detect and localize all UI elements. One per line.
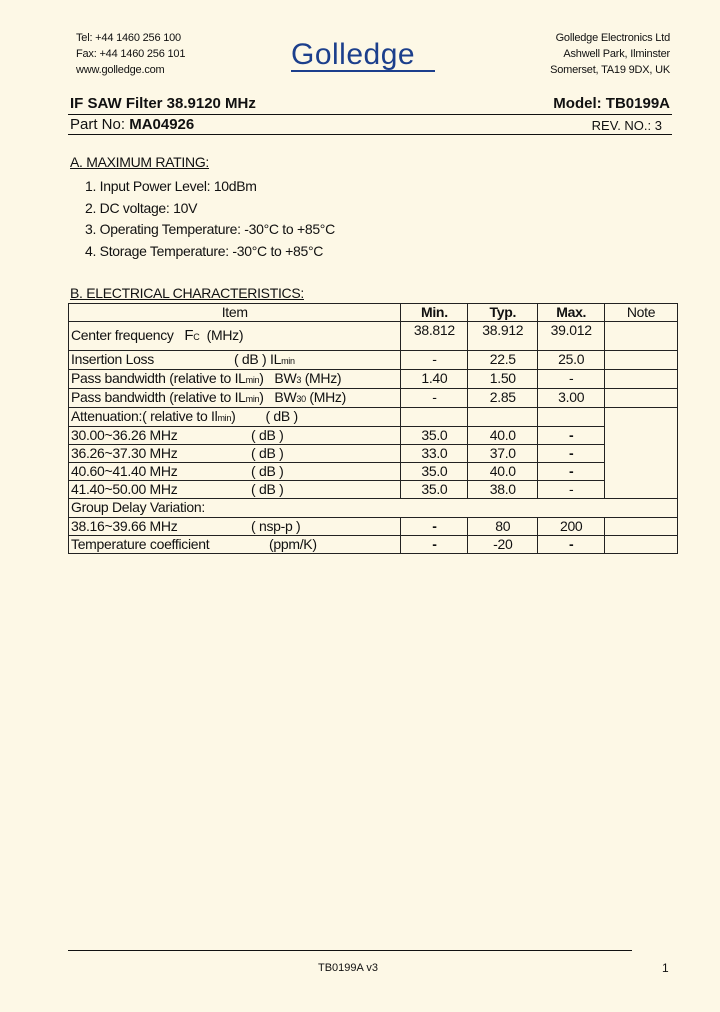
- table-row: [69, 536, 678, 554]
- temp-min: -: [401, 536, 468, 554]
- bw3-note: [605, 370, 678, 389]
- attenuation-heading: Attenuation:( relative to Ilmin) ( dB ): [69, 408, 401, 427]
- temp-max: -: [538, 536, 605, 554]
- att4-label: 41.40~50.00 MHz ( dB ): [69, 481, 401, 499]
- list-item: 4. Storage Temperature: -30°C to +85°C: [85, 242, 324, 259]
- center-frequency-label: Center frequency FC (MHz): [69, 322, 401, 351]
- model-block: [553, 95, 670, 112]
- bw30-note: [605, 389, 678, 408]
- temp-typ: -20: [468, 536, 538, 554]
- bw3-max: -: [538, 370, 605, 389]
- rev-label: REV. NO.:: [591, 118, 652, 133]
- tel: Tel: +44 1460 256 100: [76, 32, 181, 44]
- att2-min: 33.0: [401, 445, 468, 463]
- att2-max: -: [538, 445, 605, 463]
- max-rating-heading: A. MAXIMUM RATING:: [70, 154, 210, 170]
- table-row: [69, 445, 678, 463]
- gd-min: -: [401, 518, 468, 536]
- list-item: 1. Input Power Level: 10dBm: [85, 178, 257, 194]
- att3-max: -: [538, 463, 605, 481]
- center-max: 39.012: [538, 322, 605, 351]
- model-number: TB0199A: [605, 95, 670, 112]
- product-title: IF SAW Filter 38.9120 MHz: [70, 95, 256, 112]
- company-name: Golledge Electronics Ltd: [555, 32, 670, 44]
- table-row: [69, 322, 678, 351]
- center-typ: 38.912: [468, 322, 538, 351]
- table-row: [69, 427, 678, 445]
- header-typ: Typ.: [468, 304, 538, 322]
- table-header-row: [69, 304, 678, 322]
- att2-label: 36.26~37.30 MHz ( dB ): [69, 445, 401, 463]
- att3-label: 40.60~41.40 MHz ( dB ): [69, 463, 401, 481]
- list-item: 2. DC voltage: 10V: [85, 199, 198, 216]
- table-row: [69, 408, 678, 427]
- contact-left: [76, 30, 185, 78]
- header-item: Item: [69, 304, 401, 322]
- title-rule-2: [68, 134, 672, 135]
- contact-right: [470, 30, 670, 78]
- center-min: 38.812: [401, 322, 468, 351]
- insertion-typ: 22.5: [468, 351, 538, 370]
- insertion-max: 25.0: [538, 351, 605, 370]
- att4-min: 35.0: [401, 481, 468, 499]
- gd-note: [605, 518, 678, 536]
- temp-coeff-label: Temperature coefficient (ppm/K): [69, 536, 401, 554]
- gd-max: 200: [538, 518, 605, 536]
- temp-note: [605, 536, 678, 554]
- bw3-label: Pass bandwidth (relative to ILmin) BW3 (MHz): [69, 370, 401, 389]
- rev-number: 3: [654, 118, 662, 133]
- attenuation-note: [605, 408, 678, 499]
- att4-max: -: [538, 481, 605, 499]
- att1-max: -: [538, 427, 605, 445]
- bw30-max: 3.00: [538, 389, 605, 408]
- revision-block: [592, 118, 662, 133]
- gd-typ: 80: [468, 518, 538, 536]
- company-logo: [291, 38, 435, 72]
- bw3-typ: 1.50: [468, 370, 538, 389]
- insertion-loss-label: Insertion Loss ( dB ) ILmin: [69, 351, 401, 370]
- list-item: 3. Operating Temperature: -30°C to +85°C: [85, 221, 335, 237]
- table-row: [69, 370, 678, 389]
- att1-label: 30.00~36.26 MHz ( dB ): [69, 427, 401, 445]
- address-line-1: Ashwell Park, Ilminster: [563, 48, 670, 60]
- part-block: [70, 116, 194, 133]
- footer-doc-id: TB0199A v3: [318, 962, 378, 974]
- website-link[interactable]: www.golledge.com: [76, 64, 165, 76]
- logo-text: Golledge: [291, 38, 416, 71]
- footer-rule: [68, 950, 632, 951]
- table-row: [69, 389, 678, 408]
- title-rule-1: [68, 114, 672, 115]
- model-label: Model:: [553, 95, 602, 112]
- att1-typ: 40.0: [468, 427, 538, 445]
- table-row: [69, 463, 678, 481]
- part-label: Part No:: [70, 116, 126, 133]
- page-number: 1: [662, 961, 669, 975]
- address-line-2: Somerset, TA19 9DX, UK: [550, 64, 670, 76]
- center-note: [605, 322, 678, 351]
- max-rating-list: [85, 176, 335, 262]
- electrical-heading: B. ELECTRICAL CHARACTERISTICS:: [70, 285, 304, 301]
- header-max: Max.: [538, 304, 605, 322]
- group-delay-heading: Group Delay Variation:: [69, 499, 678, 518]
- table-row: [69, 351, 678, 370]
- insertion-min: -: [401, 351, 468, 370]
- att3-min: 35.0: [401, 463, 468, 481]
- table-row: [69, 518, 678, 536]
- bw30-min: -: [401, 389, 468, 408]
- table-row: [69, 499, 678, 518]
- bw30-label: Pass bandwidth (relative to ILmin) BW30 (MHz): [69, 389, 401, 408]
- att2-typ: 37.0: [468, 445, 538, 463]
- part-number: MA04926: [129, 116, 195, 133]
- bw3-min: 1.40: [401, 370, 468, 389]
- electrical-table: [68, 303, 678, 554]
- bw30-typ: 2.85: [468, 389, 538, 408]
- group-delay-label: 38.16~39.66 MHz ( nsp-p ): [69, 518, 401, 536]
- table-row: [69, 481, 678, 499]
- att4-typ: 38.0: [468, 481, 538, 499]
- fax: Fax: +44 1460 256 101: [76, 48, 186, 60]
- header-note: Note: [605, 304, 678, 322]
- header-min: Min.: [401, 304, 468, 322]
- att3-typ: 40.0: [468, 463, 538, 481]
- insertion-note: [605, 351, 678, 370]
- att1-min: 35.0: [401, 427, 468, 445]
